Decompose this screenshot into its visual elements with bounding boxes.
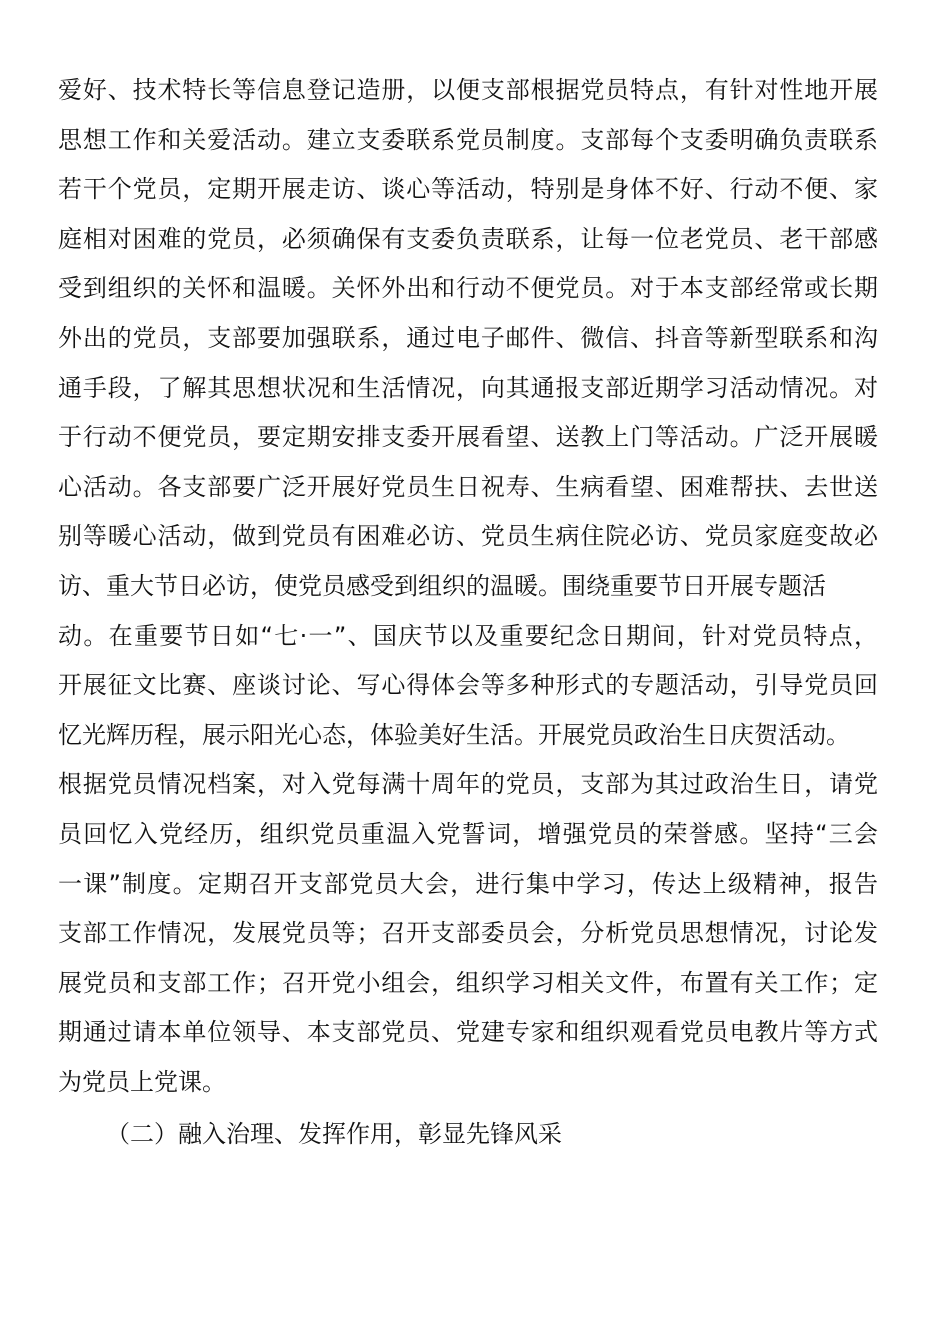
text-line-5: 受到组织的关怀和温暖。关怀外出和行动不便党员。对于本支部经常或长期 — [58, 274, 878, 303]
text-line-2: 思想工作和关爱活动。建立支委联系党员制度。支部每个支委明确负责联系 — [58, 125, 878, 154]
text-line-10: 别等暖心活动，做到党员有困难必访、党员生病住院必访、党员家庭变故必 — [58, 522, 878, 551]
text-line-14: 忆光辉历程，展示阳光心态，体验美好生活。开展党员政治生日庆贺活动。 — [58, 720, 850, 749]
text-line-19: 展党员和支部工作；召开党小组会，组织学习相关文件，布置有关工作；定 — [58, 968, 878, 997]
text-line-18: 支部工作情况，发展党员等；召开支部委员会，分析党员思想情况，讨论发 — [58, 919, 878, 948]
text-line-7: 通手段，了解其思想状况和生活情况，向其通报支部近期学习活动情况。对 — [58, 373, 878, 402]
body-paragraph — [58, 66, 878, 1107]
text-line-9: 心活动。各支部要广泛开展好党员生日祝寿、生病看望、困难帮扶、去世送 — [58, 472, 878, 501]
text-line-6: 外出的党员，支部要加强联系，通过电子邮件、微信、抖音等新型联系和沟 — [58, 323, 878, 352]
section-heading: （二）融入治理、发挥作用，彰显先锋风采 — [106, 1120, 562, 1148]
text-line-17: 一课”制度。定期召开支部党员大会，进行集中学习，传达上级精神，报告 — [58, 869, 878, 898]
text-line-4: 庭相对困难的党员，必须确保有支委负责联系，让每一位老党员、老干部感 — [58, 224, 878, 253]
text-line-21: 为党员上党课。 — [58, 1067, 226, 1096]
text-line-8: 于行动不便党员，要定期安排支委开展看望、送教上门等活动。广泛开展暖 — [58, 423, 878, 452]
text-line-1: 爱好、技术特长等信息登记造册，以便支部根据党员特点，有针对性地开展 — [58, 76, 878, 104]
text-line-11: 访、重大节日必访，使党员感受到组织的温暖。围绕重要节日开展专题活 — [58, 571, 826, 600]
text-line-15: 根据党员情况档案，对入党每满十周年的党员，支部为其过政治生日，请党 — [58, 770, 878, 799]
text-line-20: 期通过请本单位领导、本支部党员、党建专家和组织观看党员电教片等方式 — [58, 1018, 878, 1047]
text-line-16: 员回忆入党经历，组织党员重温入党誓词，增强党员的荣誉感。坚持“三会 — [58, 819, 878, 848]
text-line-13: 开展征文比赛、座谈讨论、写心得体会等多种形式的专题活动，引导党员回 — [58, 671, 878, 700]
text-line-3: 若干个党员，定期开展走访、谈心等活动，特别是身体不好、行动不便、家 — [58, 175, 878, 204]
text-line-12: 动。在重要节日如“七·一”、国庆节以及重要纪念日期间，针对党员特点， — [58, 621, 878, 650]
